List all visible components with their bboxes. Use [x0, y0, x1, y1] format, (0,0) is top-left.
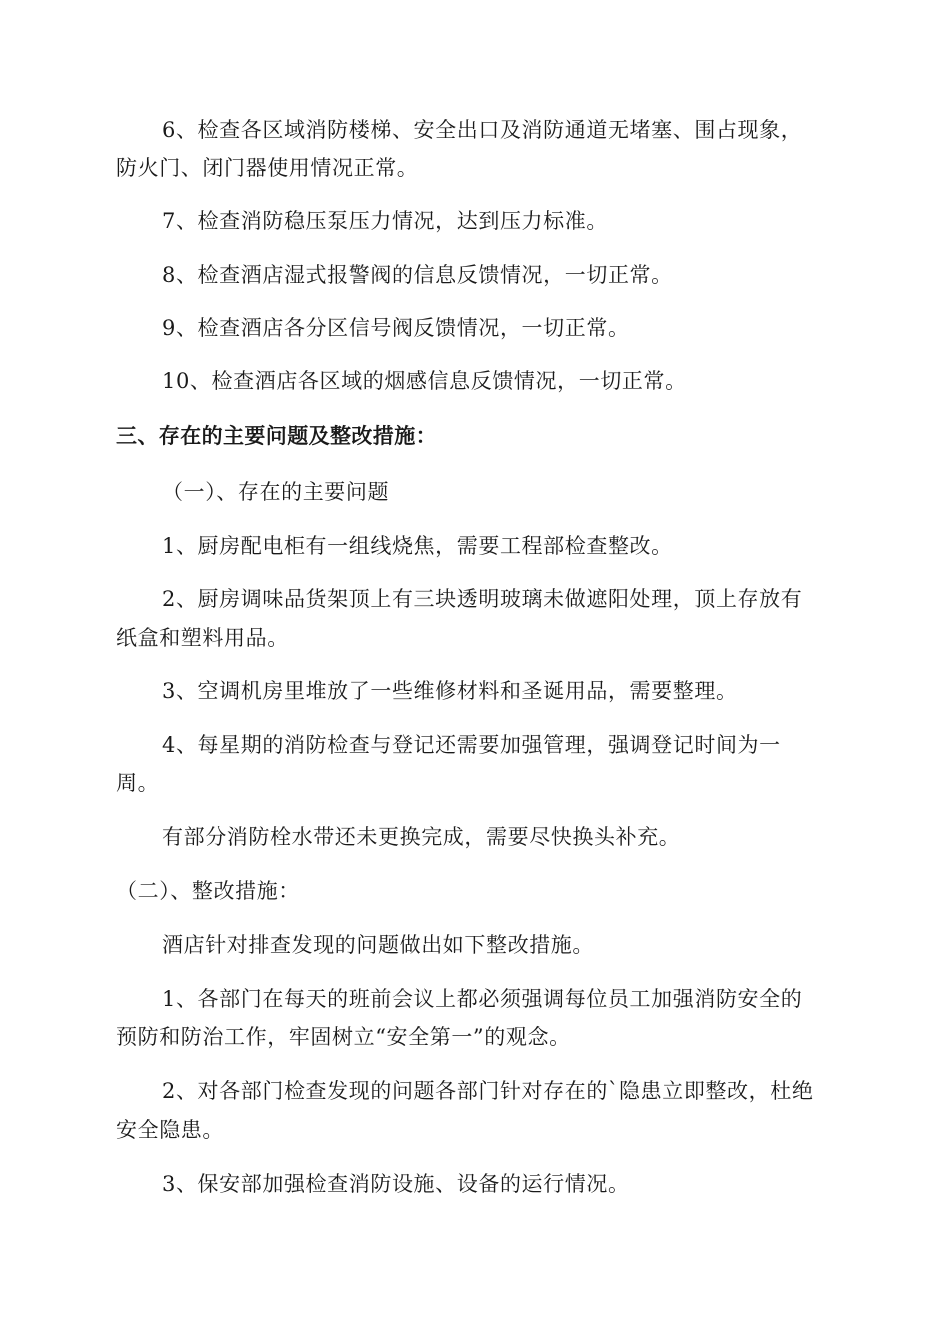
item-7: 7、检查消防稳压泵压力情况，达到压力标准。 [162, 209, 608, 233]
item-9: 9、检查酒店各分区信号阀反馈情况，一切正常。 [162, 316, 630, 340]
measure-2-line-1: 2、对各部门检查发现的问题各部门针对存在的`隐患立即整改，杜绝 [162, 1079, 814, 1103]
problem-4-line-2: 周。 [116, 771, 160, 795]
item-6-line-1: 6、检查各区域消防楼梯、安全出口及消防通道无堵塞、围占现象， [162, 118, 803, 142]
section-three-heading: 三、存在的主要问题及整改措施： [116, 424, 437, 448]
problem-1: 1、厨房配电柜有一组线烧焦，需要工程部检查整改。 [162, 534, 673, 558]
problem-3: 3、空调机房里堆放了一些维修材料和圣诞用品，需要整理。 [162, 679, 738, 703]
problem-4-line-1: 4、每星期的消防检查与登记还需要加强管理，强调登记时间为一 [162, 733, 781, 757]
measure-1-line-2: 预防和防治工作，牢固树立“安全第一”的观念。 [116, 1025, 571, 1049]
item-8: 8、检查酒店湿式报警阀的信息反馈情况，一切正常。 [162, 263, 673, 287]
subsection-two-heading: （二）、整改措施： [116, 879, 300, 903]
item-10: 10、检查酒店各区域的烟感信息反馈情况，一切正常。 [162, 369, 687, 393]
problem-2-line-2: 纸盒和塑料用品。 [116, 626, 289, 650]
measure-2-line-2: 安全隐患。 [116, 1118, 224, 1142]
measure-1-line-1: 1、各部门在每天的班前会议上都必须强调每位员工加强消防安全的 [162, 987, 803, 1011]
problem-5: 有部分消防栓水带还未更换完成，需要尽快换头补充。 [162, 825, 681, 849]
measures-intro: 酒店针对排查发现的问题做出如下整改措施。 [162, 933, 594, 957]
problem-2-line-1: 2、厨房调味品货架顶上有三块透明玻璃未做遮阳处理，顶上存放有 [162, 587, 803, 611]
subsection-one-heading: （一）、存在的主要问题 [162, 480, 390, 504]
item-6-line-2: 防火门、闭门器使用情况正常。 [116, 156, 419, 180]
measure-3: 3、保安部加强检查消防设施、设备的运行情况。 [162, 1172, 630, 1196]
